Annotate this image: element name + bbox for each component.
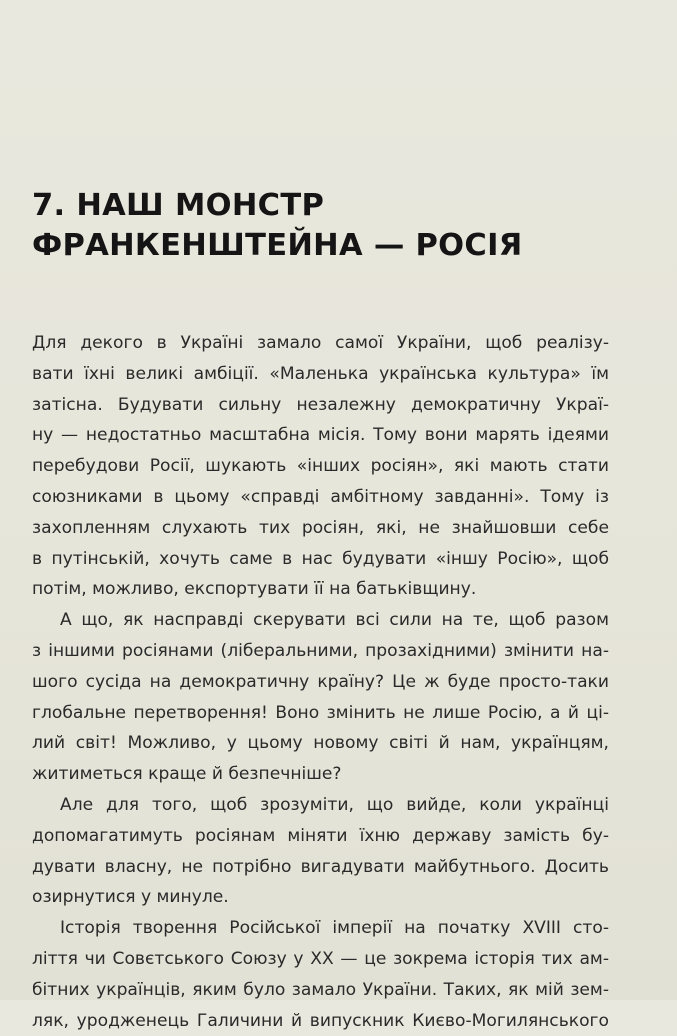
text-line: А що, як насправді скерувати всі сили на те, щоб разом xyxy=(60,610,609,631)
chapter-title-line-2: ФРАНКЕНШТЕЙНА — РОСІЯ xyxy=(32,228,523,263)
text-line: з іншими росіянами (ліберальними, прозахідними) змінити на- xyxy=(32,640,609,661)
text-line: глобальне перетворення! Воно змінить не лише Росію, а й ці- xyxy=(32,702,609,723)
text-line: союзниками в цьому «справді амбітному завданні». Тому із xyxy=(32,486,609,507)
text-line: перебудови Росії, шукають «інших росіян», які мають стати xyxy=(32,456,609,477)
body-text xyxy=(32,328,609,1036)
text-line: потім, можливо, експортувати її на батьківщину. xyxy=(32,579,477,600)
text-line: ляк, уродженець Галичини й випускник Києво-Могилянського xyxy=(32,1010,609,1031)
text-line: шого сусіда на демократичну країну? Це ж буде просто-таки xyxy=(32,671,609,692)
text-line: Але для того, щоб зрозуміти, що вийде, коли українці xyxy=(60,794,609,815)
text-line: вати їхні великі амбіції. «Маленька українська культура» їм xyxy=(32,363,609,384)
chapter-title xyxy=(32,186,523,266)
chapter-title-line-1: 7. НАШ МОНСТР xyxy=(32,188,325,223)
text-line: затісна. Будувати сильну незалежну демократичну Украї- xyxy=(32,394,609,415)
text-line: озирнутися у минуле. xyxy=(32,887,229,908)
text-line: житиметься краще й безпечніше? xyxy=(32,764,342,785)
text-line: лий світ! Можливо, у цьому новому світі й нам, українцям, xyxy=(32,733,609,754)
text-line: захопленням слухають тих росіян, які, не знайшовши себе xyxy=(32,517,609,538)
text-line: ліття чи Совєтського Союзу у ХХ — це зокрема історія тих ам- xyxy=(32,948,609,969)
text-line: бітних українців, яким було замало України. Таких, як мій зем- xyxy=(32,979,609,1000)
text-line: Для декого в Україні замало самої України, щоб реалізу- xyxy=(32,333,609,353)
text-line: допомагатимуть росіянам міняти їхню державу замість бу- xyxy=(32,825,609,846)
text-line: в путінській, хочуть саме в нас будувати «іншу Росію», щоб xyxy=(32,548,609,569)
text-line: Історія творення Російської імперії на початку XVIII сто- xyxy=(60,918,609,939)
text-line: дувати власну, не потрібно вигадувати майбутнього. Досить xyxy=(32,856,609,877)
text-line: ну — недостатньо масштабна місія. Тому вони марять ідеями xyxy=(32,425,609,446)
